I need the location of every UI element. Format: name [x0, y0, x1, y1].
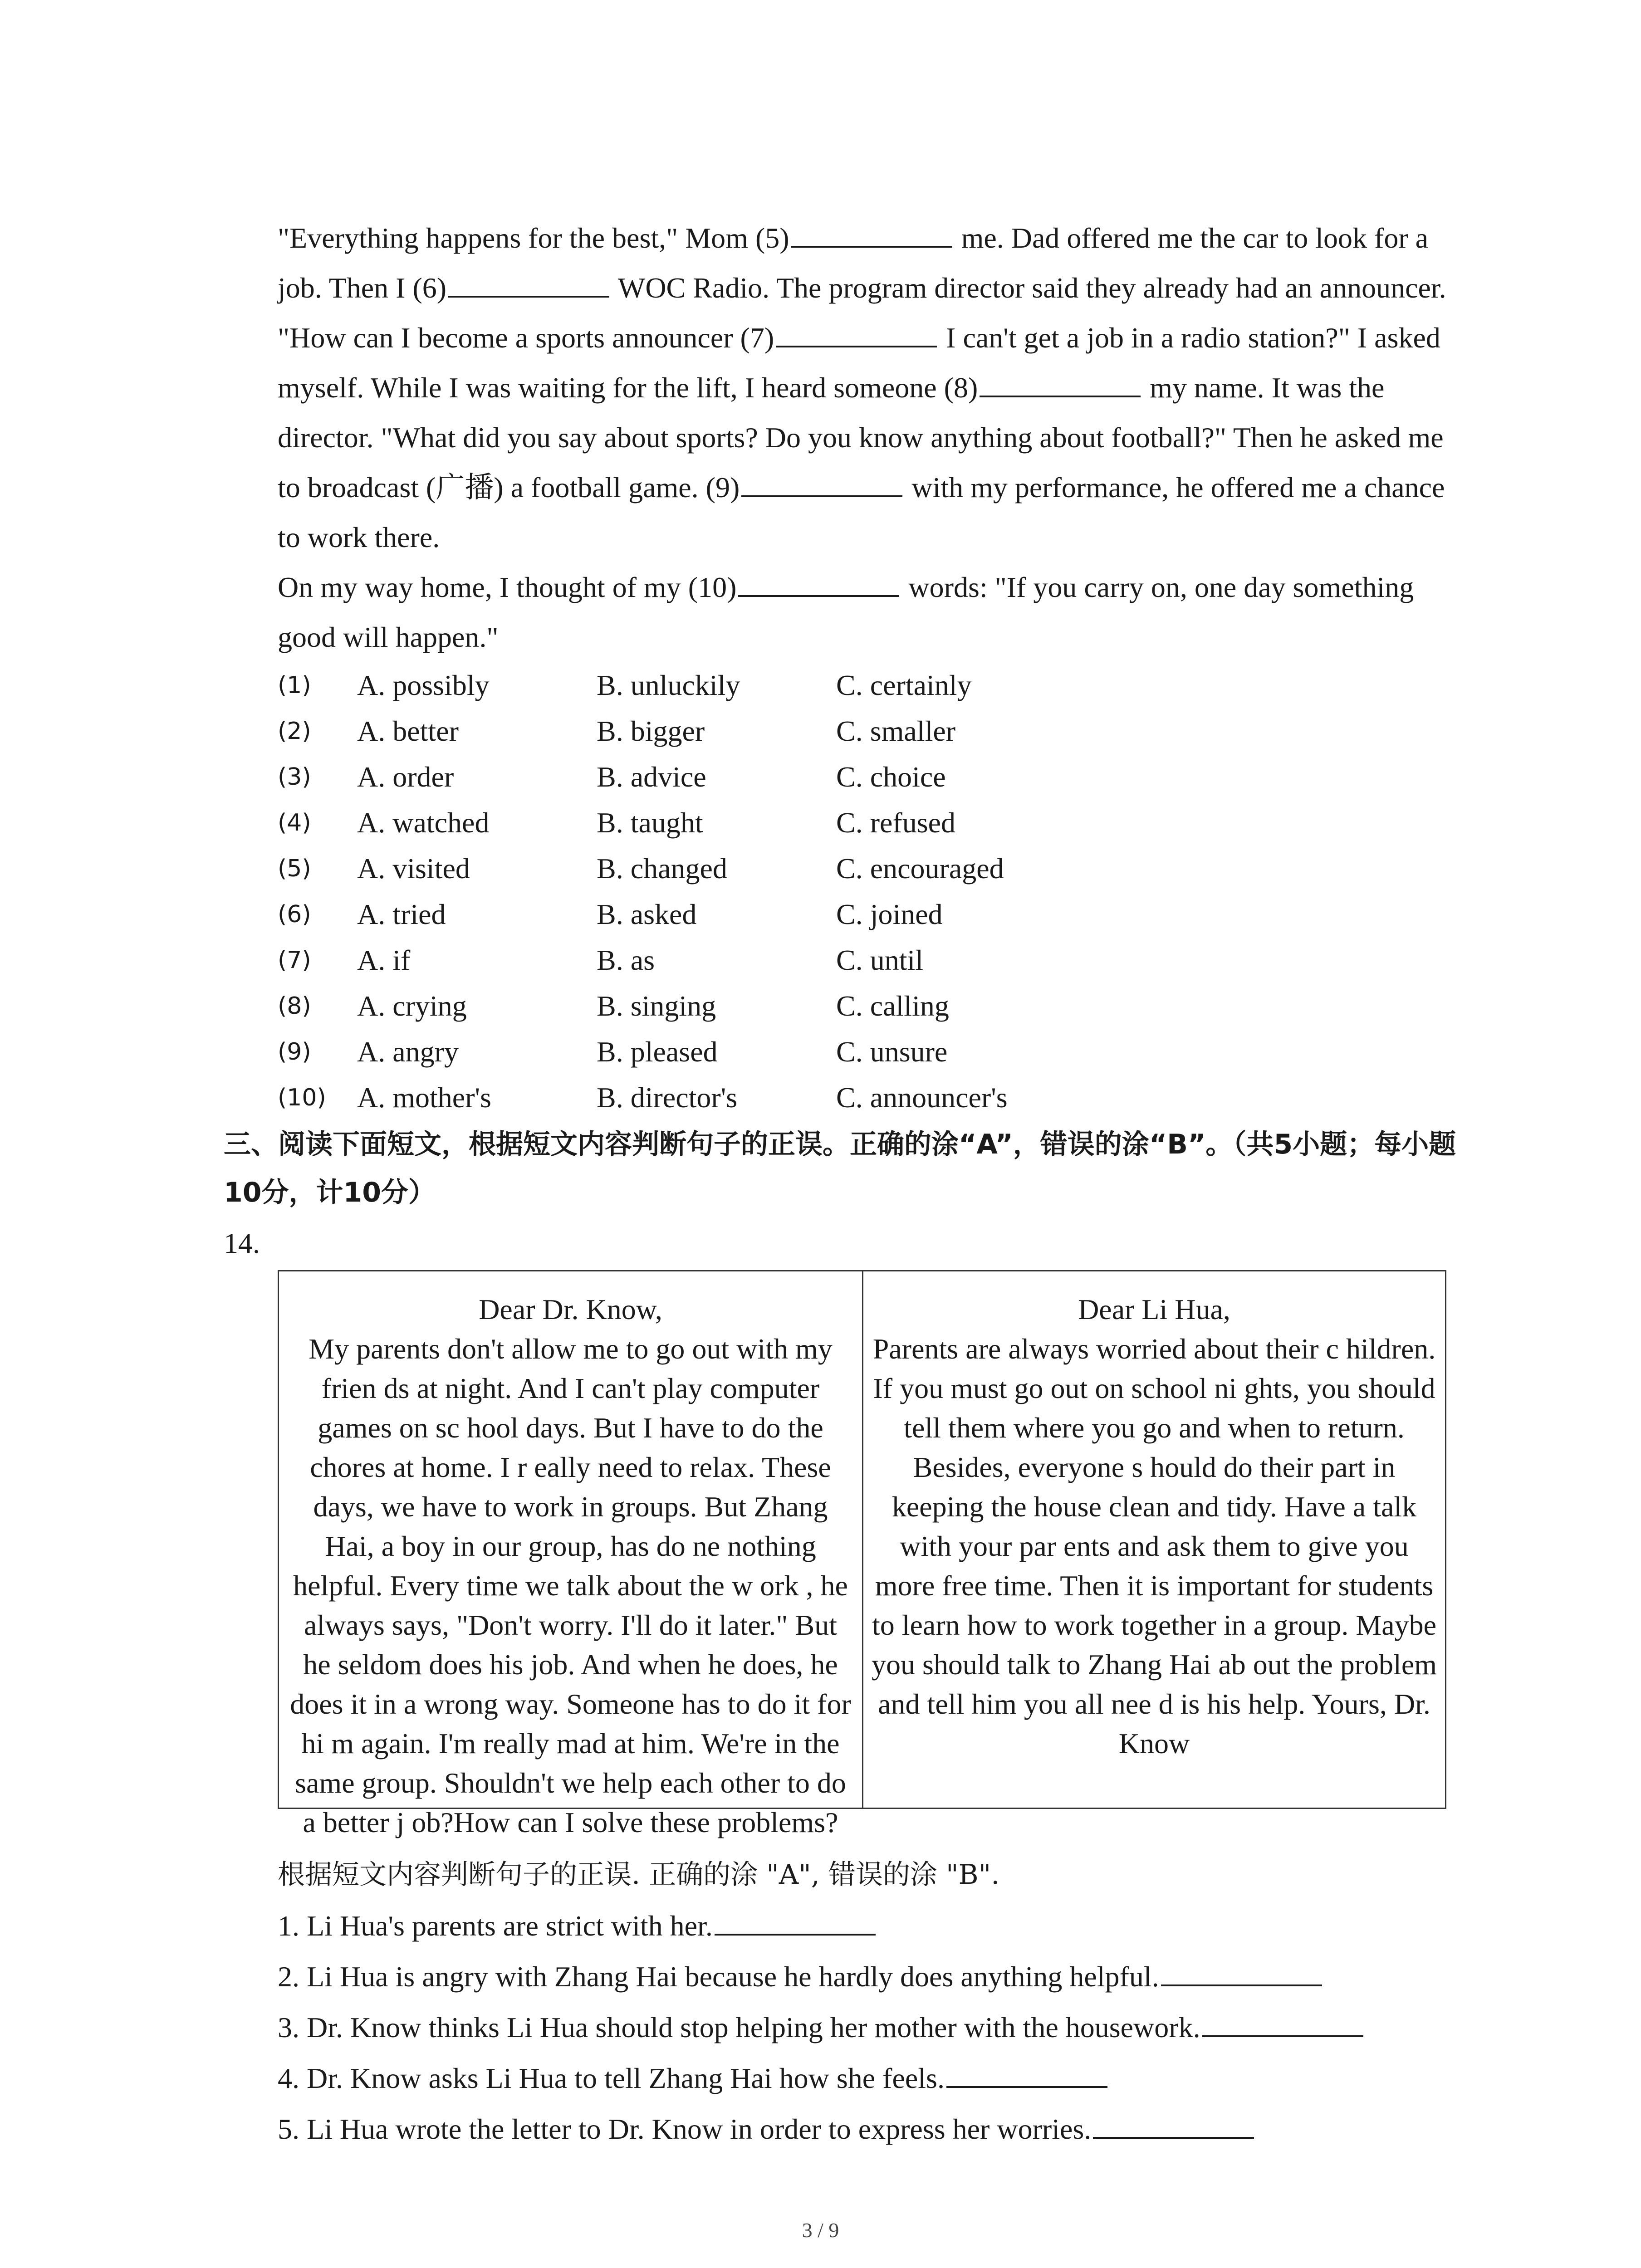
option-b[interactable]: B. advice	[597, 760, 706, 793]
option-c[interactable]: C. smaller	[836, 714, 956, 747]
option-number: (5)	[278, 855, 311, 882]
option-row	[278, 1075, 1448, 1120]
option-a[interactable]: A. angry	[357, 1035, 459, 1068]
option-b[interactable]: B. singing	[597, 989, 716, 1022]
passage-text: I can't get a job in a radio station?" I asked myself. While I was waiting for the lift, I heard someone (8)	[278, 322, 1440, 404]
option-b[interactable]: B. as	[597, 943, 655, 976]
judgement-statement	[278, 1951, 1457, 2002]
option-c[interactable]: C. announcer's	[836, 1081, 1008, 1114]
answer-blank[interactable]	[776, 318, 937, 347]
option-number: (9)	[278, 1038, 311, 1066]
statement-text: 2. Li Hua is angry with Zhang Hai because he hardly does anything helpful.	[278, 1960, 1159, 1993]
option-c[interactable]: C. encouraged	[836, 852, 1004, 885]
option-number: (10)	[278, 1084, 326, 1111]
option-c[interactable]: C. choice	[836, 760, 946, 793]
passage-text: On my way home, I thought of my (10)	[278, 571, 737, 603]
option-row	[278, 800, 1448, 846]
answer-blank[interactable]	[715, 1906, 876, 1936]
option-a[interactable]: A. mother's	[357, 1081, 491, 1114]
option-number: (8)	[278, 992, 311, 1020]
passage-text: my name. It was the director. "What did you say about sports? Do you know anything about football?" Then he asked me to broadcast (广播) a football game. (9)	[278, 371, 1444, 503]
judgement-statement	[278, 2053, 1457, 2104]
option-b[interactable]: B. pleased	[597, 1035, 718, 1068]
option-row	[278, 846, 1448, 891]
option-b[interactable]: B. changed	[597, 852, 727, 885]
passage-text: me. Dad offered me the car to look for a job. Then I (6)	[278, 222, 1429, 304]
letter-greeting: Dear Li Hua,	[1078, 1293, 1230, 1325]
reading-passage	[278, 213, 1448, 1120]
answer-blank[interactable]	[791, 219, 952, 248]
option-a[interactable]: A. tried	[357, 898, 446, 930]
option-row	[278, 1029, 1448, 1075]
answer-blank[interactable]	[1202, 2008, 1363, 2037]
letter-to-li-hua	[862, 1271, 1445, 1808]
judgement-statement	[278, 2104, 1457, 2155]
option-row	[278, 891, 1448, 937]
option-number: (6)	[278, 900, 311, 928]
option-a[interactable]: A. visited	[357, 852, 470, 885]
option-c[interactable]: C. unsure	[836, 1035, 948, 1068]
letter-body: My parents don't allow me to go out with my frien ds at night. And I can't play computer games on sc hool days. But I have to do the chores at home. I r eally need to relax. These days, we have to work in groups. But Zhang Hai, a boy in our group, has do ne nothing helpful. Every time we talk about the w ork , he always says, "Don't worry. I'll do it later." But he seldom does his job. And when he does, he does it in a wrong way. Someone has to do it for hi m again. I'm really mad at him. We're in the same group. Shouldn't we help each other to do a better j ob?How can I solve these problems?	[290, 1333, 851, 1838]
option-b[interactable]: B. bigger	[597, 714, 705, 747]
answer-blank[interactable]	[741, 468, 902, 497]
answer-blank[interactable]	[1093, 2110, 1254, 2139]
letter-body: Parents are always worried about their c hildren. If you must go out on school ni ghts, you should tell them where you go and when to return. Besides, everyone s hould do their part in keeping the house clean and tidy. Have a talk with your par ents and ask them to give you more free time. Then it is important for students to learn how to work together in a group. Maybe you should talk to Zhang Hai ab out the problem and tell him you all nee d is his help. Yours, Dr. Know	[872, 1333, 1437, 1760]
answer-blank[interactable]	[1161, 1957, 1322, 1986]
option-number: (2)	[278, 717, 311, 745]
judgement-statement	[278, 2002, 1457, 2053]
option-b[interactable]: B. asked	[597, 898, 697, 930]
option-a[interactable]: A. watched	[357, 806, 490, 839]
option-b[interactable]: B. taught	[597, 806, 703, 839]
passage-text: WOC Radio. The program director said they already had an announcer. "How can I become a sports announcer (7)	[278, 272, 1446, 354]
judgement-statement	[278, 1901, 1457, 1951]
passage-text: with my performance, he offered me a chance to work there.	[278, 471, 1445, 553]
option-row	[278, 708, 1448, 754]
answer-blank[interactable]	[946, 2059, 1107, 2088]
option-row	[278, 937, 1448, 983]
passage-paragraph-1	[278, 213, 1448, 562]
statement-text: 3. Dr. Know thinks Li Hua should stop helping her mother with the housework.	[278, 2011, 1200, 2043]
question-number: 14.	[224, 1227, 260, 1259]
option-c[interactable]: C. calling	[836, 989, 949, 1022]
option-number: (4)	[278, 809, 311, 836]
answer-blank[interactable]	[738, 568, 899, 597]
statement-text: 4. Dr. Know asks Li Hua to tell Zhang Hai how she feels.	[278, 2062, 945, 2094]
letters-table	[278, 1270, 1446, 1838]
option-a[interactable]: A. possibly	[357, 669, 490, 701]
option-b[interactable]: B. unluckily	[597, 669, 740, 701]
answer-blank[interactable]	[980, 368, 1141, 397]
option-c[interactable]: C. joined	[836, 898, 943, 930]
option-a[interactable]: A. better	[357, 714, 459, 747]
answer-blank[interactable]	[448, 269, 609, 298]
statement-list	[278, 1901, 1457, 2155]
option-a[interactable]: A. crying	[357, 989, 467, 1022]
passage-paragraph-2	[278, 562, 1448, 662]
judge-instruction: 根据短文内容判断句子的正误. 正确的涂 "A", 错误的涂 "B".	[278, 1859, 1000, 1891]
option-a[interactable]: A. if	[357, 943, 411, 976]
option-row	[278, 983, 1448, 1029]
option-b[interactable]: B. director's	[597, 1081, 738, 1114]
page-number: 3 / 9	[802, 2219, 839, 2242]
option-row	[278, 662, 1448, 708]
statement-text: 1. Li Hua's parents are strict with her.	[278, 1910, 713, 1942]
option-row	[278, 754, 1448, 800]
option-number: (7)	[278, 946, 311, 974]
option-c[interactable]: C. refused	[836, 806, 956, 839]
passage-text: words: "If you carry on, one day something good will happen."	[278, 571, 1414, 653]
letter-to-dr-know	[279, 1271, 862, 1838]
option-number: (3)	[278, 763, 311, 791]
options-list	[278, 662, 1448, 1120]
statement-text: 5. Li Hua wrote the letter to Dr. Know in order to express her worries.	[278, 2113, 1092, 2145]
letter-greeting: Dear Dr. Know,	[479, 1293, 662, 1325]
option-a[interactable]: A. order	[357, 760, 454, 793]
section-heading: 三、阅读下面短文，根据短文内容判断句子的正误。正确的涂“A”，错误的涂“B”。（共5小题；每小题10分，计10分）	[224, 1129, 1456, 1208]
option-number: (1)	[278, 671, 311, 699]
passage-text: "Everything happens for the best," Mom (5)	[278, 222, 789, 254]
option-c[interactable]: C. until	[836, 943, 924, 976]
option-c[interactable]: C. certainly	[836, 669, 972, 701]
